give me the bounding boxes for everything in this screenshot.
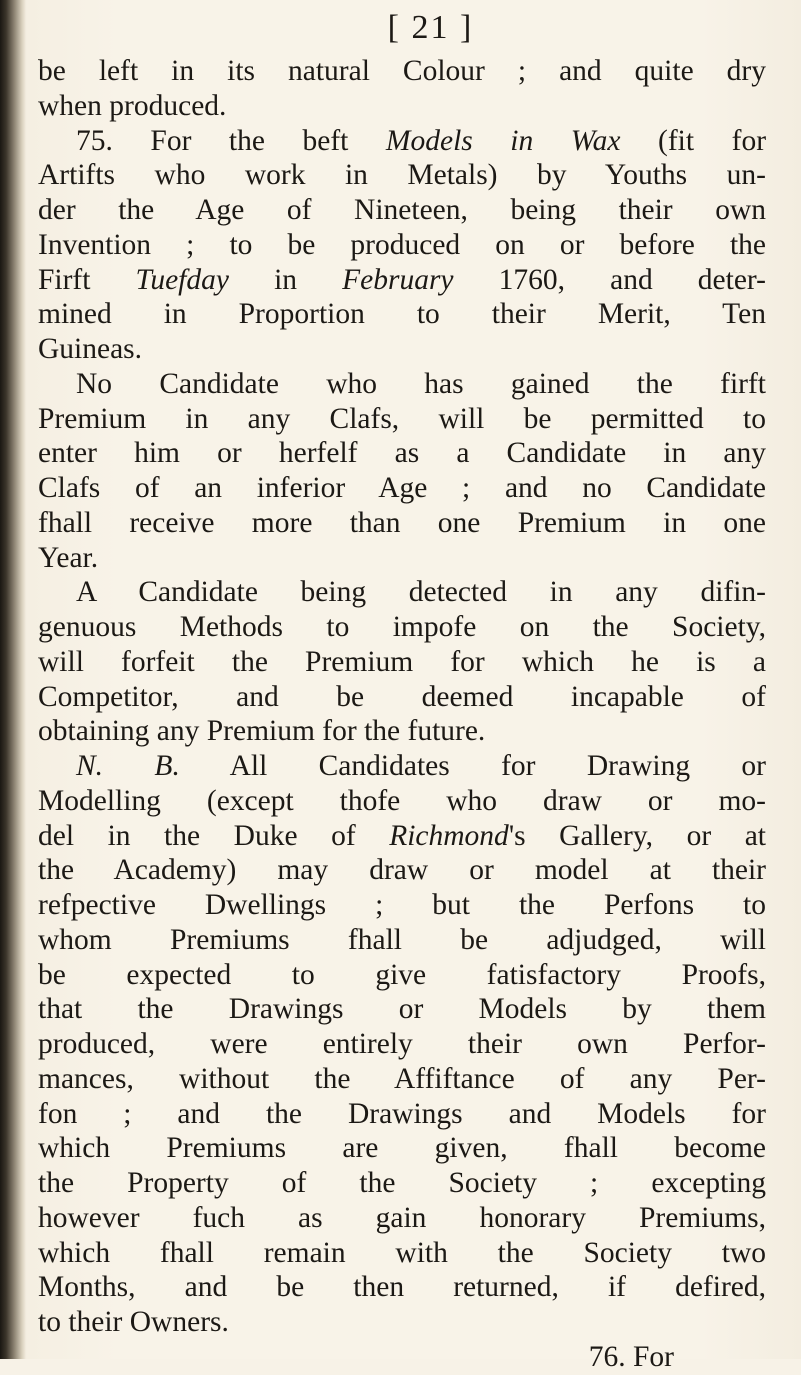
text-run: will forfeit the Premium for which he is a bbox=[38, 645, 766, 678]
text-run: in bbox=[228, 263, 343, 296]
text-line bbox=[38, 923, 766, 958]
text-line bbox=[38, 1131, 766, 1166]
text-run: however fuch as gain honorary Premiums, bbox=[38, 1201, 766, 1234]
text-run: (fit for bbox=[620, 124, 766, 157]
text-line bbox=[38, 193, 766, 228]
text-run: Firft bbox=[38, 263, 136, 296]
text-run: be left in its natural Colour ; and quite dry bbox=[38, 55, 766, 87]
text-line bbox=[38, 158, 766, 193]
text-line bbox=[38, 1305, 766, 1340]
text-run: whom Premiums fhall be adjudged, will bbox=[38, 923, 766, 956]
italic-text: N. B. bbox=[76, 750, 180, 782]
text-line bbox=[38, 888, 766, 923]
text-run: to their Owners. bbox=[38, 1306, 229, 1338]
text-line bbox=[38, 228, 766, 263]
body-text bbox=[38, 54, 766, 1375]
text-run: fhall receive more than one Premium in one bbox=[38, 506, 766, 539]
text-line bbox=[38, 1027, 766, 1062]
text-run: Guineas. bbox=[38, 333, 143, 365]
text-run: 's Gallery, or at bbox=[508, 819, 766, 852]
text-run: obtaining any Premium for the future. bbox=[38, 715, 486, 748]
text-line bbox=[38, 1270, 766, 1305]
book-gutter-shadow bbox=[0, 0, 26, 1359]
text-run: be expected to give fatisfactory Proofs, bbox=[38, 958, 766, 991]
text-run: the Property of the Society ; excepting bbox=[38, 1167, 766, 1199]
text-line bbox=[38, 680, 766, 715]
text-line bbox=[38, 1062, 766, 1097]
text-line bbox=[38, 819, 766, 854]
text-line bbox=[38, 749, 766, 784]
text-run: Artifts who work in Metals) by Youths un- bbox=[38, 159, 766, 192]
text-line bbox=[38, 54, 766, 89]
text-line bbox=[38, 853, 766, 888]
text-run: del in the Duke of bbox=[38, 819, 390, 852]
text-line bbox=[38, 89, 766, 124]
text-run: Year. bbox=[38, 541, 99, 574]
text-line bbox=[38, 124, 766, 159]
text-line bbox=[38, 1236, 766, 1271]
text-run: 1760, and deter- bbox=[453, 263, 766, 296]
text-line bbox=[38, 402, 766, 437]
text-line bbox=[38, 506, 766, 541]
text-run: which fhall remain with the Society two bbox=[38, 1236, 766, 1269]
text-line bbox=[38, 992, 766, 1027]
italic-text: Tuefday bbox=[135, 263, 229, 296]
text-run: Competitor, and be deemed incapable of bbox=[38, 680, 766, 713]
italic-text: February bbox=[342, 263, 454, 296]
text-run: All Candidates for Drawing or bbox=[179, 750, 766, 782]
text-run: which Premiums are given, fhall become bbox=[38, 1132, 766, 1165]
text-run: genuous Methods to impofe on the Society, bbox=[38, 611, 766, 643]
text-run: No Candidate who has gained the firft bbox=[76, 367, 766, 400]
text-run: when produced. bbox=[38, 89, 227, 122]
text-line bbox=[38, 575, 766, 610]
text-line bbox=[38, 610, 766, 645]
text-run: der the Age of Nineteen, being their own bbox=[38, 194, 766, 226]
text-run: Invention ; to be produced on or before the bbox=[38, 228, 766, 261]
text-run: mined in Proportion to their Merit, Ten bbox=[38, 298, 766, 331]
text-line bbox=[38, 367, 766, 402]
catchword: 76. For bbox=[588, 1340, 674, 1373]
text-line bbox=[38, 784, 766, 819]
text-line bbox=[38, 297, 766, 332]
text-run: the Academy) may draw or model at their bbox=[38, 854, 766, 887]
text-line bbox=[38, 645, 766, 680]
text-line bbox=[38, 541, 766, 576]
text-run: Modelling (except thofe who draw or mo- bbox=[38, 784, 766, 817]
text-run: A Candidate being detected in any difin- bbox=[76, 576, 766, 609]
text-line bbox=[38, 958, 766, 993]
text-line bbox=[38, 1201, 766, 1236]
text-run: fon ; and the Drawings and Models for bbox=[38, 1097, 766, 1130]
text-line bbox=[38, 714, 766, 749]
text-run: refpective Dwellings ; but the Perfons to bbox=[38, 889, 766, 921]
text-run: enter him or herfelf as a Candidate in any bbox=[38, 437, 766, 470]
text-line bbox=[38, 436, 766, 471]
text-run: Months, and be then returned, if defired, bbox=[38, 1271, 766, 1304]
text-line bbox=[38, 332, 766, 367]
text-line bbox=[38, 471, 766, 506]
text-run: mances, without the Affiftance of any Per- bbox=[38, 1062, 766, 1095]
text-run: Clafs of an inferior Age ; and no Candidate bbox=[38, 472, 766, 504]
text-run: that the Drawings or Models by them bbox=[38, 993, 766, 1026]
text-line bbox=[38, 263, 766, 298]
text-line bbox=[38, 1097, 766, 1132]
italic-text: Models in Wax bbox=[385, 124, 621, 157]
italic-text: Richmond bbox=[389, 819, 509, 852]
text-line bbox=[38, 1166, 766, 1201]
text-run: 75. For the beft bbox=[76, 124, 386, 157]
page-number-header: [ 21 ] bbox=[387, 9, 474, 46]
text-run: Premium in any Clafs, will be permitted to bbox=[38, 402, 766, 435]
text-run: produced, were entirely their own Perfor- bbox=[38, 1028, 766, 1060]
